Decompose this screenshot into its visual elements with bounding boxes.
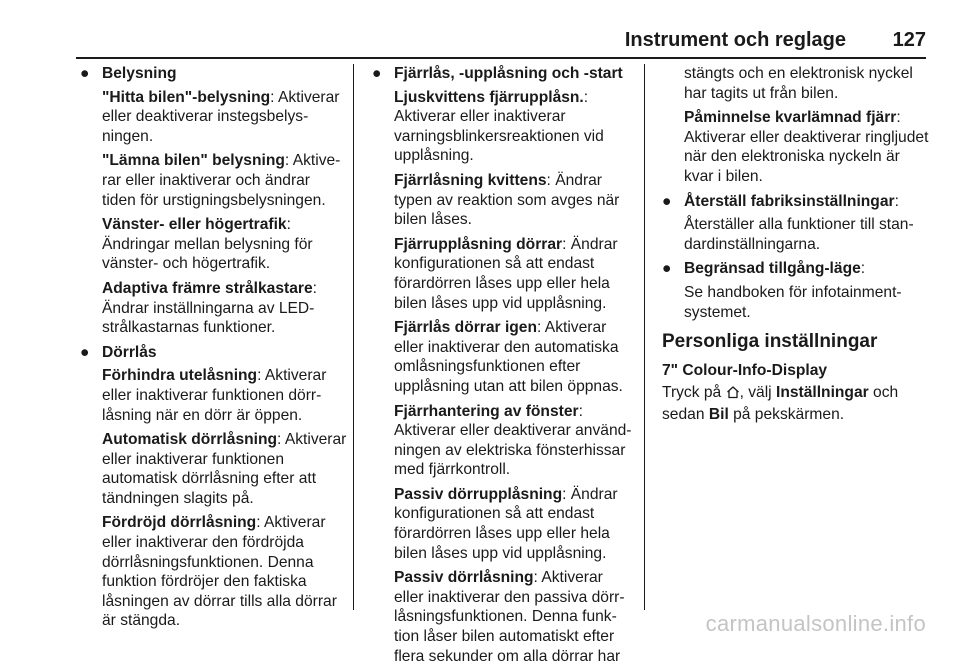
setting-entry: [102, 430, 348, 508]
setting-entry: [102, 151, 348, 210]
bullet: ●: [372, 65, 382, 82]
bullet: ●: [662, 192, 672, 210]
setting-entry: [102, 366, 348, 425]
list-item-fjarrlas: [372, 64, 634, 666]
title-colon: :: [894, 192, 899, 210]
bullet: ●: [80, 343, 90, 361]
para-text: Tryck på: [662, 384, 722, 402]
section-subtitle: 7" Colour-Info-Display: [662, 361, 828, 379]
column-2: [372, 64, 634, 669]
setting-term: Förhindra utelåsning: [102, 367, 258, 385]
setting-desc: : Aktiverar eller inaktiverar funktionen automatisk dörrlåsning efter att tändningen slagits på.: [102, 431, 347, 507]
para-bold: Inställningar: [775, 384, 869, 402]
setting-desc: : Aktiverar eller deaktiverar instegsbelysningen.: [102, 88, 340, 145]
setting-term: Ljuskvittens fjärrupplåsn.: [394, 88, 584, 106]
column-1: [80, 64, 348, 634]
column-divider: [644, 64, 645, 610]
list-item-belysning: [80, 64, 348, 338]
item-title: Fjärrlås, -upplåsning och -start: [394, 65, 623, 82]
item-title: [684, 259, 930, 279]
item-title-text: Begränsad tillgång-läge: [684, 260, 861, 278]
setting-term: Passiv dörrupplåsning: [394, 485, 563, 503]
header-rule: [76, 57, 926, 59]
setting-entry: [102, 279, 348, 338]
setting-desc: : Aktiverar eller deaktiverar användningen av elektriska fönsterhissar med fjärrkontroll.: [394, 402, 632, 479]
setting-entry: [394, 171, 634, 230]
page-number: 127: [892, 29, 926, 51]
setting-term: Fjärrhantering av fönster: [394, 402, 579, 420]
bullet: ●: [662, 260, 672, 278]
setting-term: Fjärrlåsning kvittens: [394, 171, 547, 189]
list-item-reset: [662, 192, 930, 255]
item-desc: Se handboken för infotainmentsystemet.: [684, 283, 902, 321]
setting-desc: : Ändrar inställningarna av LED-strålkastarnas funktioner.: [102, 279, 317, 337]
home-icon: [726, 385, 740, 405]
continued-text: stängts och en elektronisk nyckel har tagits ut från bilen.: [684, 65, 913, 102]
setting-desc: : Ändrar typen av reaktion som avges när bilen låses.: [394, 171, 620, 229]
setting-term: Automatisk dörrlåsning: [102, 431, 278, 449]
para-text: och sedan: [662, 384, 899, 423]
setting-term: "Lämna bilen" belysning: [102, 152, 285, 170]
setting-term: Vänster- eller högertrafik: [102, 216, 287, 234]
setting-desc: : Ändrar konfigurationen så att endast förardörren låses upp eller hela bilen låses upp vid upplåsning.: [394, 485, 618, 562]
setting-entry: [102, 215, 348, 274]
setting-desc: : Aktiverar eller deaktiverar ringljudet när den elektroniska nyckeln är kvar i bilen.: [684, 109, 929, 185]
setting-entry: [394, 485, 634, 563]
item-title-text: Återställ fabriksinställningar: [684, 192, 895, 210]
setting-desc: : Aktiverar eller inaktiverar den automatiska omlåsningsfunktionen efter upplåsning utan att bilen öppnas.: [394, 319, 623, 395]
setting-entry: [102, 88, 348, 147]
setting-term: Fördröjd dörrlåsning: [102, 514, 257, 532]
column-divider: [353, 64, 354, 610]
setting-entry: [394, 88, 634, 166]
setting-desc: : Aktiverar eller inaktiverar den fördröjda dörrlåsningsfunktionen. Denna funktion fördröjer den faktiska låsningen av dörrar tills alla dörrar är stängda.: [102, 514, 337, 630]
para-bold: Bil: [708, 405, 729, 423]
setting-term: Fjärrupplåsning dörrar: [394, 235, 563, 253]
bullet: ●: [80, 65, 90, 82]
item-title: [684, 192, 930, 212]
item-desc: Återställer alla funktioner till standardinställningarna.: [684, 216, 914, 253]
setting-entry: [662, 108, 930, 186]
setting-entry: [394, 568, 634, 666]
title-colon: :: [860, 260, 866, 278]
setting-term: Fjärrlås dörrar igen: [394, 319, 537, 337]
para-text: , välj: [739, 384, 772, 402]
para-text: på pekskärmen.: [733, 405, 845, 423]
instruction-paragraph: [662, 383, 930, 424]
setting-desc: : Ändrar konfigurationen så att endast förardörren låses upp eller hela bilen låses upp vid upplåsning.: [394, 235, 618, 312]
setting-term: Passiv dörrlåsning: [394, 569, 534, 587]
column-3: [662, 64, 930, 425]
list-item-restricted-mode: [662, 259, 930, 322]
setting-desc: : Aktiverar eller inaktiverar den passiva dörrlåsningsfunktionen. Denna funktion låser bilen automatiskt efter flera sekunder om alla dörrar har: [394, 569, 625, 665]
watermark: carmanualsonline.info: [705, 611, 926, 636]
setting-desc: : Aktiverar eller inaktiverar varningsblinkersreaktionen vid upplåsning.: [394, 88, 604, 165]
setting-entry: [394, 402, 634, 480]
setting-term: "Hitta bilen"-belysning: [102, 88, 271, 106]
setting-entry: [394, 318, 634, 396]
setting-entry: [102, 513, 348, 631]
section-title: Personliga inställningar: [662, 331, 878, 353]
setting-term: Påminnelse kvarlämnad fjärr: [684, 109, 897, 127]
item-title: Belysning: [102, 65, 177, 82]
item-title: Dörrlås: [102, 343, 157, 361]
list-item-dorrlas: [80, 343, 348, 631]
setting-desc: : Aktiverar eller inaktiverar och ändrar tiden för urstigningsbelysningen.: [102, 152, 341, 209]
setting-desc: : Ändringar mellan belysning för vänster- och högertrafik.: [102, 216, 313, 273]
setting-entry: [394, 235, 634, 313]
setting-desc: : Aktiverar eller inaktiverar funktionen dörrlåsning när en dörr är öppen.: [102, 367, 327, 424]
setting-term: Adaptiva främre strålkastare: [102, 279, 313, 297]
header-title: Instrument och reglage: [624, 29, 846, 51]
